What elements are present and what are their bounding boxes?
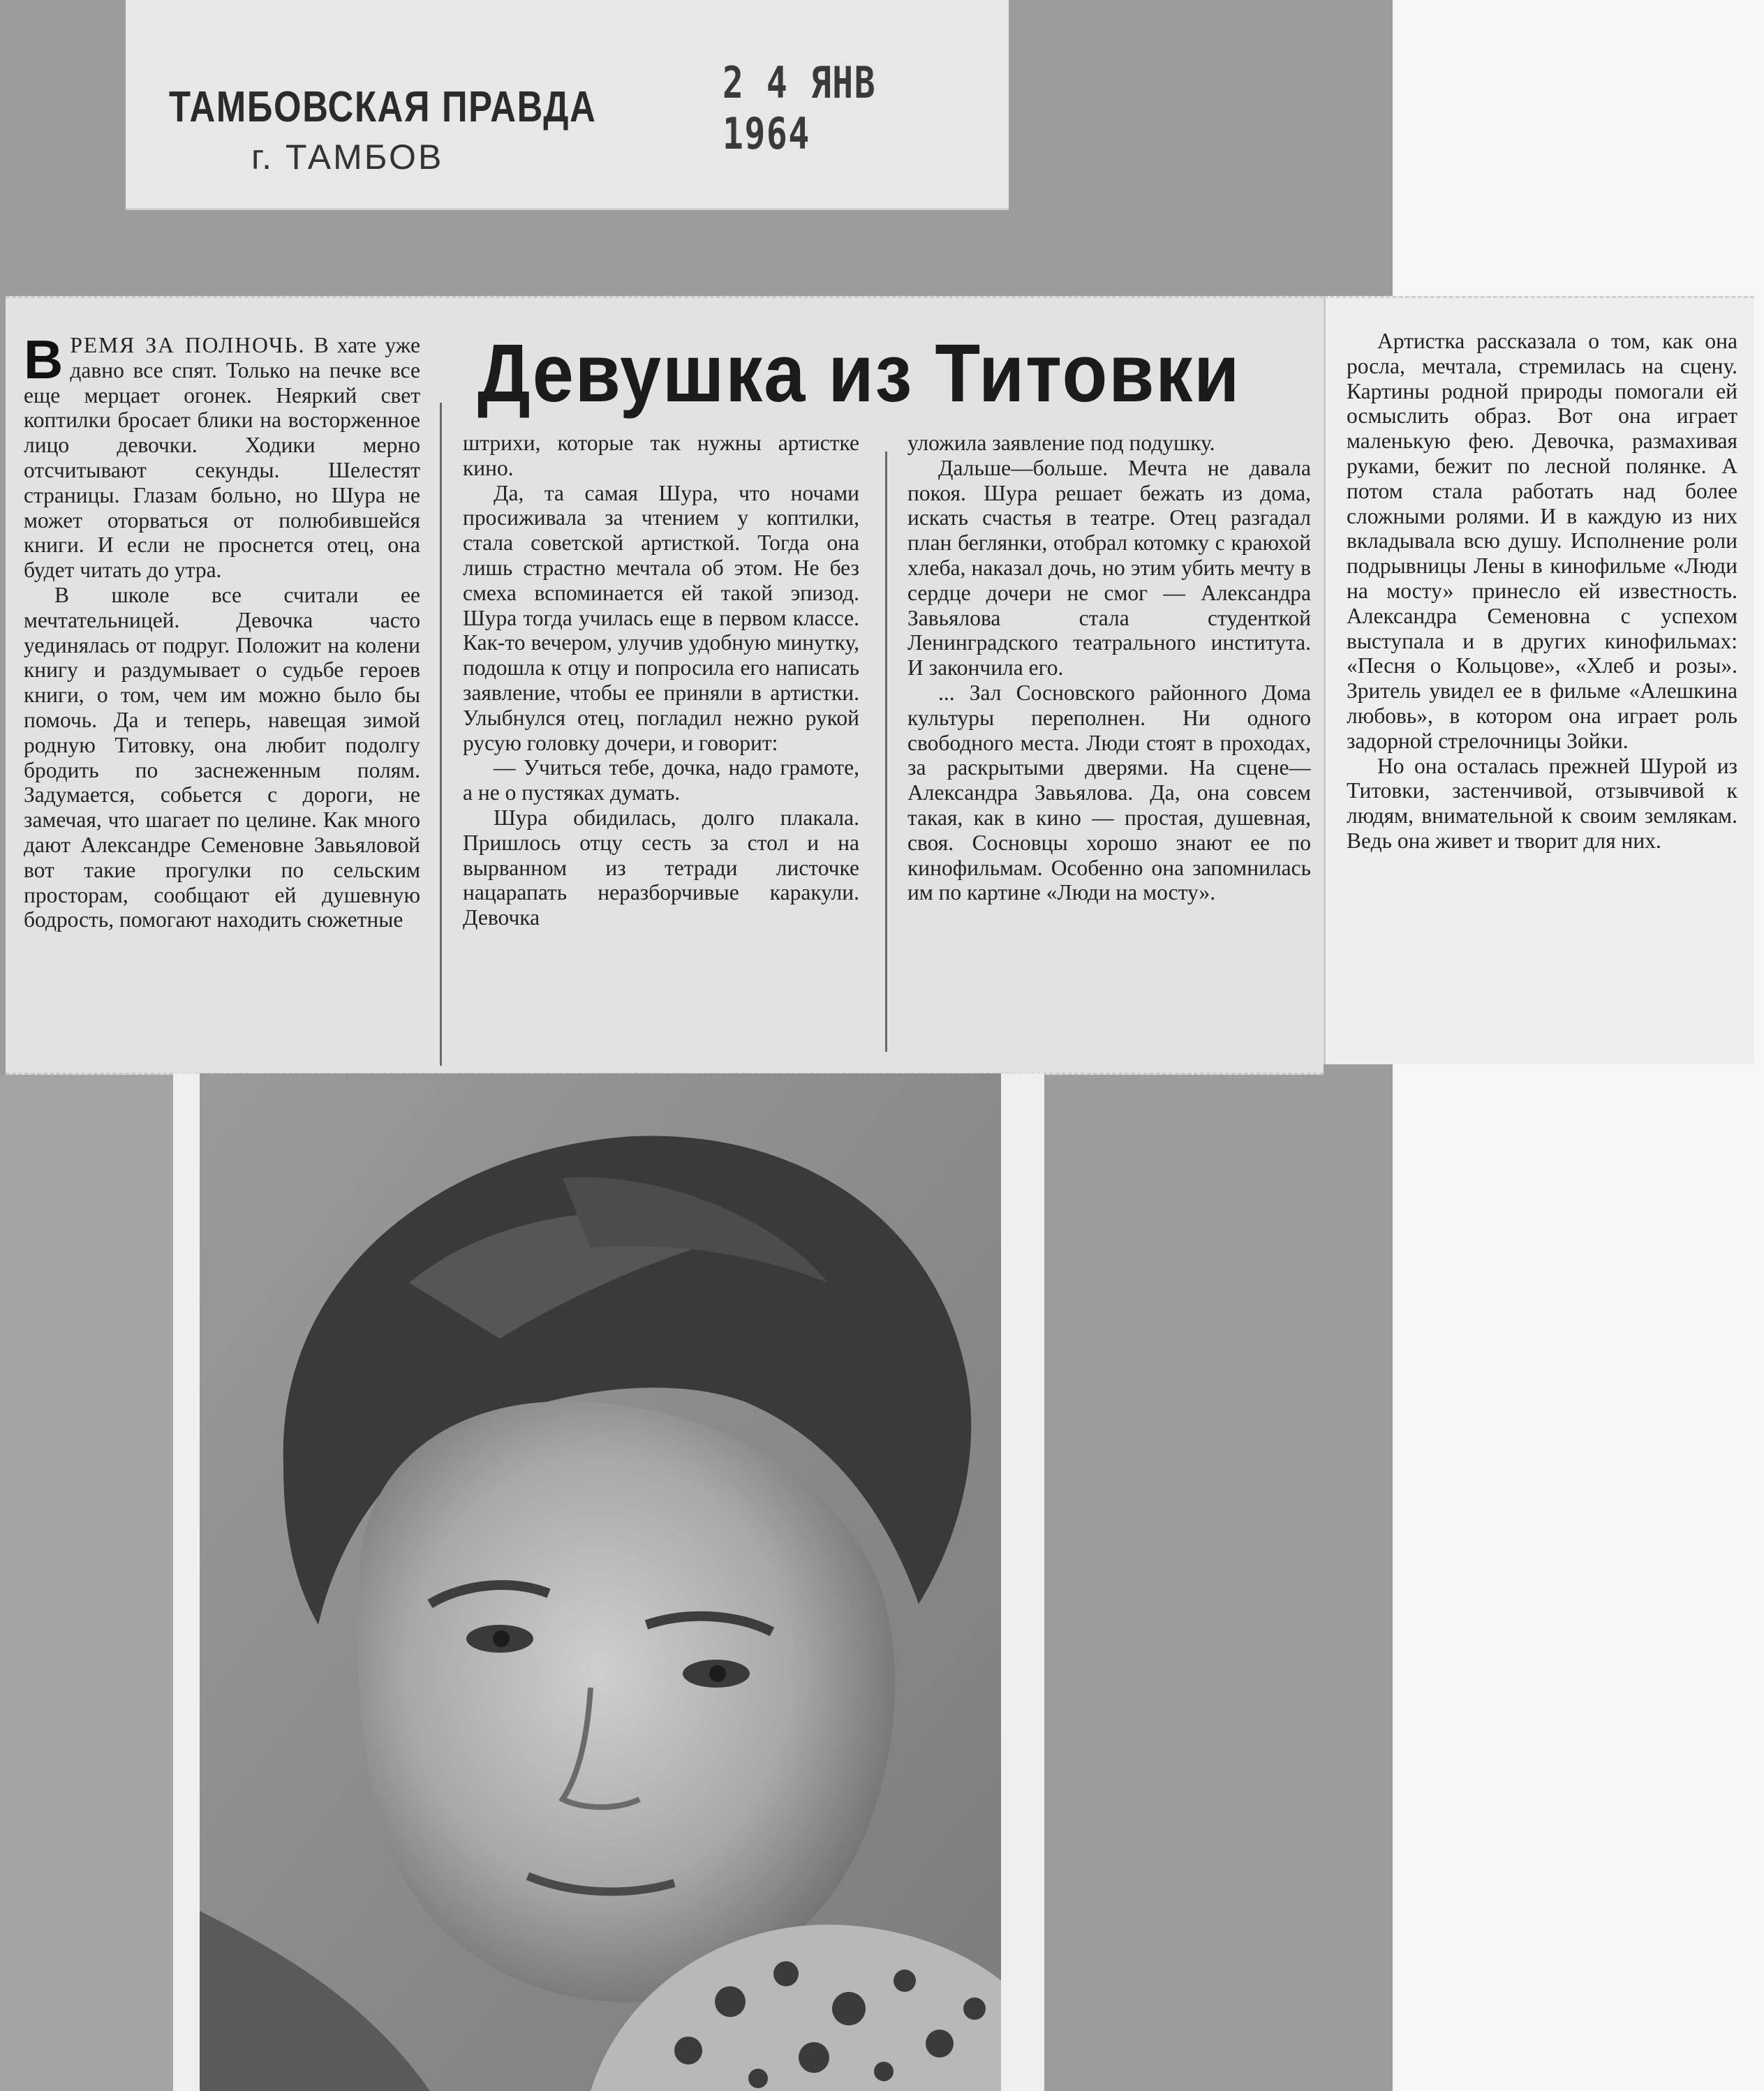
- paragraph: Дальше—больше. Мечта не давала покоя. Шура решает бежать из дома, искать счастья в театре. Отец разгадал план беглянки, отобрал котомку с краюхой хлеба, наказал дочь, но этим убить мечту в сердце дочери не смог — Александра Завьялова стала студенткой Ленинградского театрального института. И закончила его.: [907, 455, 1311, 680]
- background-board-left: [0, 1075, 173, 2091]
- paragraph: уложила заявление под подушку.: [907, 431, 1215, 455]
- portrait-image: [200, 1073, 1001, 2091]
- newspaper-name: ТАМБОВСКАЯ ПРАВДА: [169, 83, 597, 131]
- article-clipping: [6, 296, 1324, 1075]
- article-column-2: [463, 431, 859, 1073]
- paragraph-text: В хате уже давно все спят. Только на печке все еще мерцает огонек. Неяркий свет коптилки бросает блики на восторженное лицо девочки. Ходики мерно отсчитывают секунды. Шелестят страницы. Глазам больно, но Шура не может оторваться от полюбившейся книги. И если не проснется отец, она будет читать до утра.: [24, 333, 420, 583]
- article-column-3: [907, 431, 1311, 1073]
- masthead-clipping: [126, 0, 1009, 210]
- paragraph: ... Зал Сосновского районного Дома культуры переполнен. Ни одного свободного места. Люди стоят в проходах, за раскрытыми дверями. На сцене—Александра Завьялова. Да, она совсем такая, как в кино — простая, душевная, своя. Сосновцы хорошо знают ее по кинофильмам. Особенно она запомнилась им по картине «Люди на мосту».: [907, 680, 1311, 905]
- date-stamp: 2 4 ЯНВ 1964: [722, 57, 877, 159]
- paragraph: [24, 333, 420, 583]
- column-rule: [885, 452, 887, 1052]
- paragraph: штрихи, которые так нужны артистке кино.: [463, 431, 859, 480]
- paragraph: — Учиться тебе, дочка, надо грамоте, а не о пустяках думать.: [463, 755, 859, 805]
- newspaper-city: г. ТАМБОВ: [251, 137, 444, 177]
- drop-cap: В: [24, 333, 64, 390]
- article-column-4: [1347, 329, 1737, 1062]
- lead-caps: РЕМЯ ЗА ПОЛНОЧЬ.: [70, 333, 306, 357]
- paragraph: Артистка рассказала о том, как она росла, мечтала, стремилась на сцену. Картины родной природы помогали ей осмыслить образ. Вот она играет маленькую фею. Девочка, размахивая руками, бежит по лесной полянке. А потом стала работать над более сложными ролями. И в каждую из них вкладывала всю душу. Исполнение роли подрывницы Лены в кинофильме «Люди на мосту» принесло ей известность. Александра Семеновна с успехом выступала и в других кинофильмах: «Песня о Кольцове», «Хлеб и розы». Зритель увидел ее в фильме «Алешкина любовь», в котором она играет роль задорной стрелочницы Зойки.: [1347, 329, 1737, 753]
- paragraph: В школе все считали ее мечтательницей. Девочка часто уединялась от подруг. Положит на колени книгу и раздумывает о судьбе героев книги, о том, чем им можно было бы помочь. Да и теперь, навещая зимой родную Титовку, она любит подолгу бродить по заснеженным полям. Задумается, собьется с дороги, не замечая, что шагает по целине. Как много дают Александре Семеновне Завьяловой вот такие прогулки по сельским просторам, сообщают ей душевную бодрость, помогают находить сюжетные: [24, 582, 420, 932]
- paragraph: Да, та самая Шура, что ночами просиживала за чтением у коптилки, стала советской артисткой. Тогда она лишь страстно мечтала об этом. Не без смеха вспоминается ей такой эпизод. Шура тогда училась еще в первом классе. Как-то вечером, улучив удобную минутку, подошла к отцу и попросила его написать заявление, чтобы ее приняли в артистки. Улыбнулся отец, погладил нежно рукой русую головку дочери, и говорит:: [463, 480, 859, 755]
- paragraph: Но она осталась прежней Шурой из Титовки, застенчивой, отзывчивой к людям, внимательной к своим землякам. Ведь она живет и творит для них.: [1347, 753, 1737, 853]
- photo-clipping: [173, 1073, 1044, 2091]
- article-headline: Девушка из Титовки: [477, 327, 1241, 419]
- article-clipping-continuation: [1324, 296, 1754, 1064]
- paragraph: Шура обидилась, долго плакала. Пришлось отцу сесть за стол и на вырванном из тетради листочке нацарапать неразборчивые каракули. Девочка: [463, 805, 859, 930]
- article-column-1: [24, 333, 420, 1073]
- portrait-photo: [200, 1073, 1001, 2091]
- column-rule: [440, 403, 442, 1066]
